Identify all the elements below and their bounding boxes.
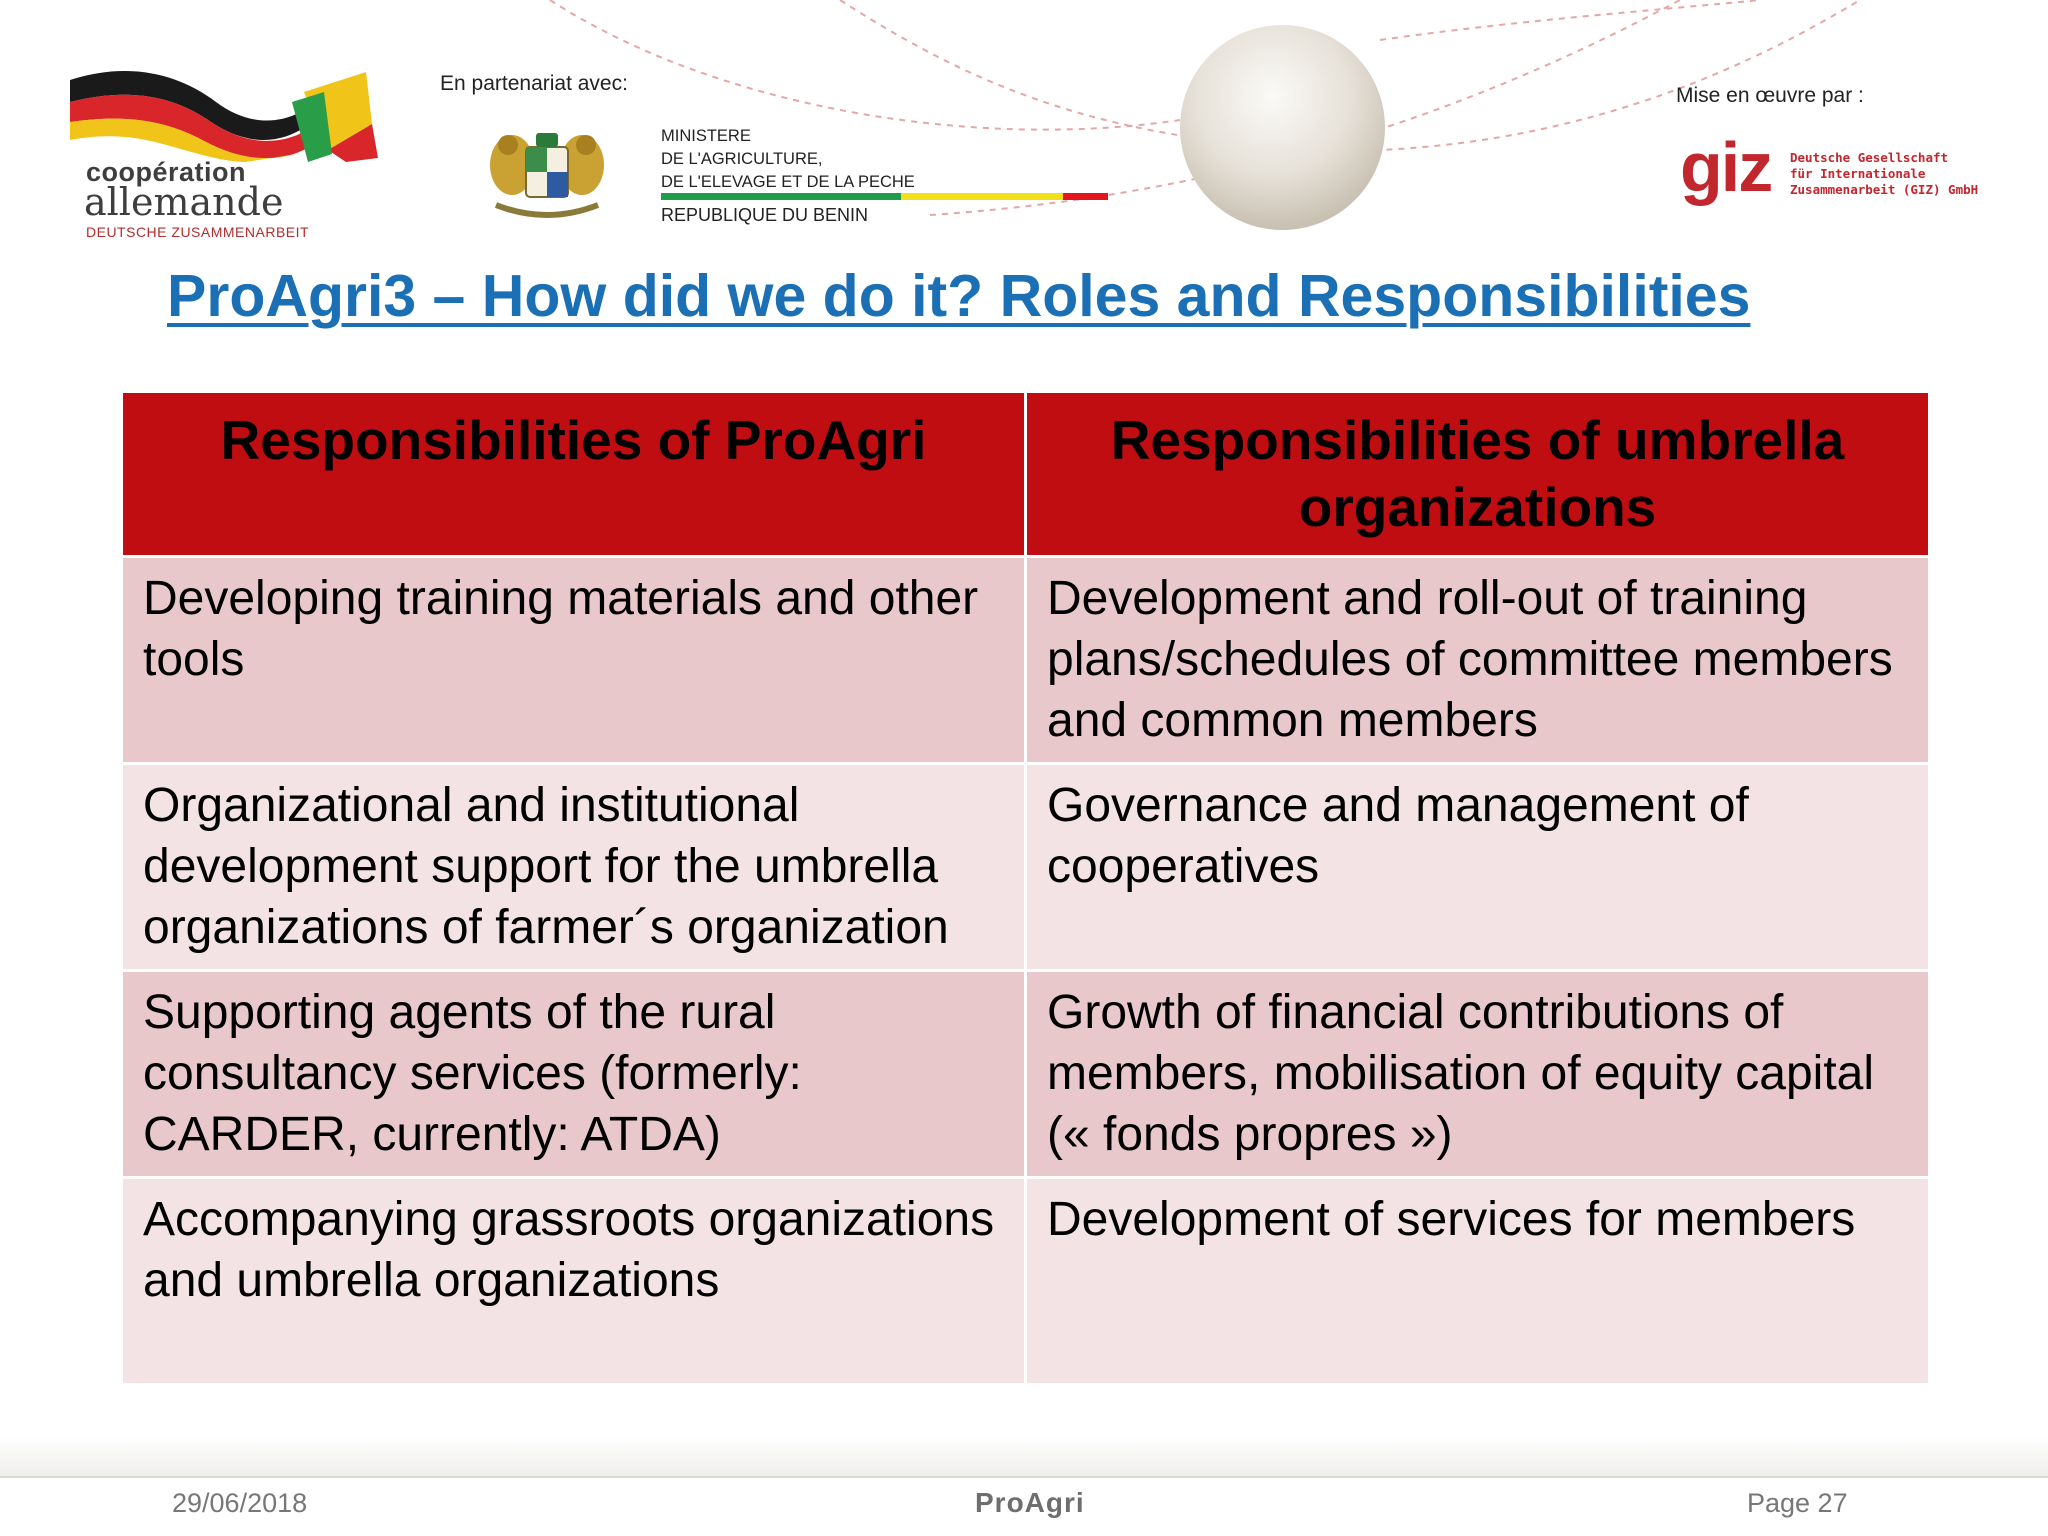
giz-line2: für Internationale: [1790, 166, 1926, 181]
benin-flag-bar: [661, 193, 1108, 200]
table-cell: Accompanying grassroots organizations and umbrella organizations: [122, 1178, 1026, 1385]
giz-line1: Deutsche Gesellschaft: [1790, 150, 1949, 165]
cooperation-allemande-logo: [66, 62, 396, 247]
table-cell: Supporting agents of the rural consultancy services (formerly: CARDER, currently: ATDA): [122, 971, 1026, 1178]
ministry-block: [661, 125, 915, 227]
table-cell: Governance and management of cooperatives: [1026, 764, 1930, 971]
globe-image: [1180, 25, 1385, 230]
slide-title: ProAgri3 – How did we do it? Roles and Responsibilities: [167, 263, 1751, 329]
table-row: [122, 1178, 1930, 1385]
coop-logo-line3: DEUTSCHE ZUSAMMENARBEIT: [86, 224, 310, 240]
coop-logo-line1: coopération: [86, 157, 247, 187]
giz-line3: Zusammenarbeit (GIZ) GmbH: [1790, 182, 1979, 197]
partner-label: En partenariat avec:: [440, 72, 628, 95]
ministry-line4: REPUBLIQUE DU BENIN: [661, 205, 869, 225]
table-cell: Development and roll-out of training plans/schedules of committee members and common members: [1026, 557, 1930, 764]
footer-brand: ProAgri: [975, 1487, 1085, 1518]
footer-page-number: Page 27: [1747, 1488, 1848, 1518]
benin-coat-of-arms-icon: [482, 125, 612, 225]
table-row: [122, 557, 1930, 764]
footer-date: 29/06/2018: [172, 1488, 308, 1518]
table-header-row: [122, 392, 1930, 557]
table-cell: Growth of financial contributions of members, mobilisation of equity capital (« fonds propres »): [1026, 971, 1930, 1178]
footer-divider: [0, 1476, 2048, 1478]
table-cell: Organizational and institutional development support for the umbrella organizations of farmer´s organization: [122, 764, 1026, 971]
giz-logo-text: [1790, 150, 1978, 198]
coop-logo-line2: allemande: [84, 180, 284, 224]
header-proagri: Responsibilities of ProAgri: [122, 392, 1026, 557]
header-umbrella: Responsibilities of umbrella organizations: [1026, 392, 1930, 557]
table-cell: Developing training materials and other tools: [122, 557, 1026, 764]
responsibilities-table: [120, 390, 1931, 1386]
mise-en-oeuvre-label: Mise en œuvre par :: [1676, 84, 1864, 107]
table-row: [122, 764, 1930, 971]
table-row: [122, 971, 1930, 1178]
ministry-line1: MINISTERE: [661, 127, 751, 145]
footer-band: [0, 1436, 2048, 1476]
ministry-line2: DE L'AGRICULTURE,: [661, 150, 823, 168]
table-cell: Development of services for members: [1026, 1178, 1930, 1385]
giz-logo-mark: giz: [1680, 128, 1772, 206]
ministry-line3: DE L'ELEVAGE ET DE LA PECHE: [661, 173, 915, 191]
